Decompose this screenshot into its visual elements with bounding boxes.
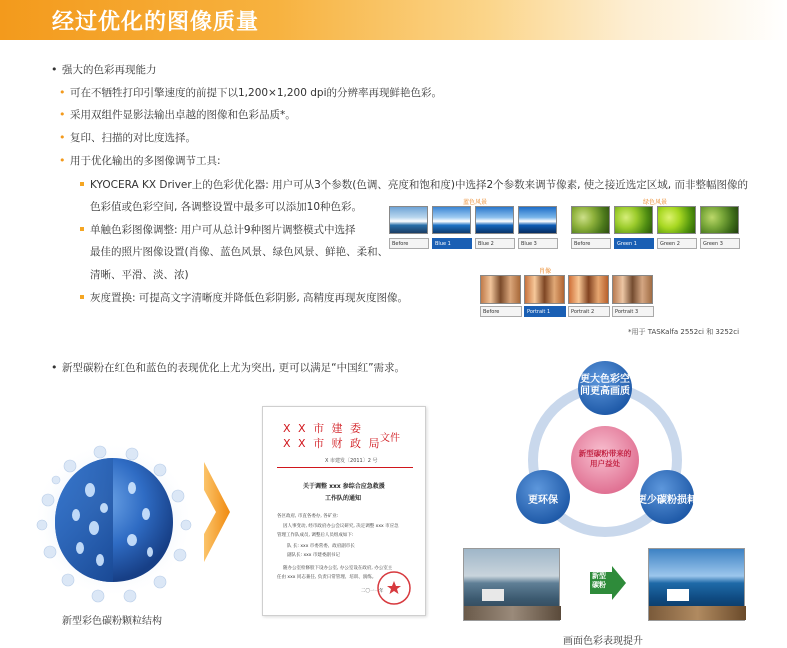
bullet-contrast: • 复印、扫描的对比度选择。 [70,131,196,145]
official-stamp-icon [375,569,413,607]
photo-dock [464,606,561,620]
harbor-photo-after [648,548,745,621]
bullet-adjust-tools: • 用于优化输出的多图像调节工具: [70,154,221,168]
photo-building [667,589,689,601]
blue-photo-2 [475,206,514,234]
new-toner-arrow-label [592,572,606,590]
sub-bullet-gray-replace: 灰度置换: 可提高文字清晰度并降低色彩阴影, 高精度再现灰度图像。 [90,292,409,304]
chevron-right-icon [204,462,230,562]
doc-title-line2: 工作队的通知 [325,495,362,502]
center-node-label-2: 用户益处 [590,459,620,468]
sub-bullet-one-touch-cont2: 清晰、平滑、淡、浓) [90,269,189,281]
toner-caption: 新型彩色碳粉颗粒结构 [62,616,162,627]
doc-body-5: 副队长: xxx 市建委副书记 [287,553,340,558]
page-title: 经过优化的图像质量 [52,10,260,35]
portrait-label-2: Portrait 2 [568,306,610,317]
doc-body-1: 各区政府, 市直各委办, 各矿业: [277,514,339,519]
doc-body-7: 任由 xxx 同志兼任, 负责日常管理、培训、演练。 [277,575,377,580]
portrait-label-before: Before [480,306,522,317]
blue-label-2: Blue 2 [475,238,515,249]
color-caption: 画面色彩表现提升 [563,636,643,647]
new-toner-arrow-label-1: 新型 [592,572,606,580]
doc-title-line1: 关于调整 xxx 参综合应急救援 [303,483,385,490]
new-toner-arrow-label-2: 碳粉 [592,581,606,589]
portrait-photo-3 [612,275,653,304]
harbor-photo-before [463,548,560,621]
portrait-photo-2 [568,275,609,304]
top-node-label-2: 间更高画质 [580,386,630,397]
doc-body-4: 队 长: xxx 市委常委、政府副市长 [287,544,355,549]
green-photo-2 [657,206,696,234]
blue-label-3: Blue 3 [518,238,558,249]
doc-body-2: 因人事变动, 经市政府办公会议研究, 决定调整 xxx 市应急 [283,524,399,529]
center-node-label-1: 新型碳粉带来的 [578,449,632,458]
portrait-photo-1 [524,275,565,304]
green-photo-before [571,206,610,234]
photo-building [482,589,504,601]
sub-bullet-one-touch: 单触色彩图像调整: 用户可从总计9种图片调整模式中选择 [90,224,356,236]
top-node-label-1: 更大色彩空 [580,374,630,385]
blue-photo-1 [432,206,471,234]
official-document [262,406,426,616]
doc-header-suffix: 文件 [380,433,400,444]
green-photo-3 [700,206,739,234]
doc-body-6: 随办公室检修股下设办公室, 办公室设在政府, 办公室主 [283,566,393,571]
portrait-title: 肖像 [538,268,551,275]
green-photo-1 [614,206,653,234]
blue-label-before: Before [389,238,429,249]
left-node-label: 更环保 [528,495,558,506]
header-bar [0,0,787,40]
blue-photo-before [389,206,428,234]
sub-bullet-color-optimizer: KYOCERA KX Driver上的色彩优化器: 用户可从3个参数(色调、亮度和饱和度)中选择2个参数来调节像素, 使之接近选定区域, 而非整幅图像的 [90,179,748,191]
green-label-1: Green 1 [614,238,654,249]
blue-label-1: Blue 1 [432,238,472,249]
green-label-3: Green 3 [700,238,740,249]
right-node-label: 更少碳粉损耗 [637,495,697,506]
green-label-2: Green 2 [657,238,697,249]
green-label-before: Before [571,238,611,249]
photo-dock [649,606,746,620]
bullet-dual-component: • 采用双组件显影法输出卓越的图像和色彩品质*。 [70,108,296,122]
green-landscape-title: 绿色风景 [642,199,667,206]
doc-body-3: 管理工作队成员, 调整后人员组成如下: [277,533,354,538]
footnote: *用于 TASKalfa 2552ci 和 3252ci [628,328,740,336]
bullet-resolution: • 可在不牺牲打印引擎速度的前提下以1,200×1,200 dpi的分辨率再现鲜艳色彩。 [70,86,442,100]
sub-bullet-one-touch-cont1: 最佳的照片图像设置(肖像、蓝色风景、绿色风景、鲜艳、柔和、 [90,246,389,258]
toner-particle-image [28,430,198,605]
bullet-color-reproduction: • 强大的色彩再现能力 [62,63,157,77]
doc-header-line2: X X 市 财 政 局 [283,437,382,450]
portrait-label-1: Portrait 1 [524,306,566,317]
portrait-photo-before [480,275,521,304]
blue-photo-3 [518,206,557,234]
blue-landscape-title: 蓝色风景 [462,199,487,206]
top-node-label [568,374,642,398]
portrait-label-3: Portrait 3 [612,306,654,317]
doc-ref-no: X 市建发〔2011〕2 号 [325,458,378,464]
center-node-label [568,449,642,469]
doc-red-rule [277,467,413,468]
doc-header-line1: X X 市 建 委 [283,422,364,435]
sub-bullet-color-optimizer-cont: 色彩值或色彩空间, 各调整设置中最多可以添加10种色彩。 [90,201,363,213]
doc-date: 二〇一一年 [361,589,384,594]
bullet-new-toner: • 新型碳粉在红色和蓝色的表现优化上尤为突出, 更可以满足“中国红”需求。 [62,361,405,375]
